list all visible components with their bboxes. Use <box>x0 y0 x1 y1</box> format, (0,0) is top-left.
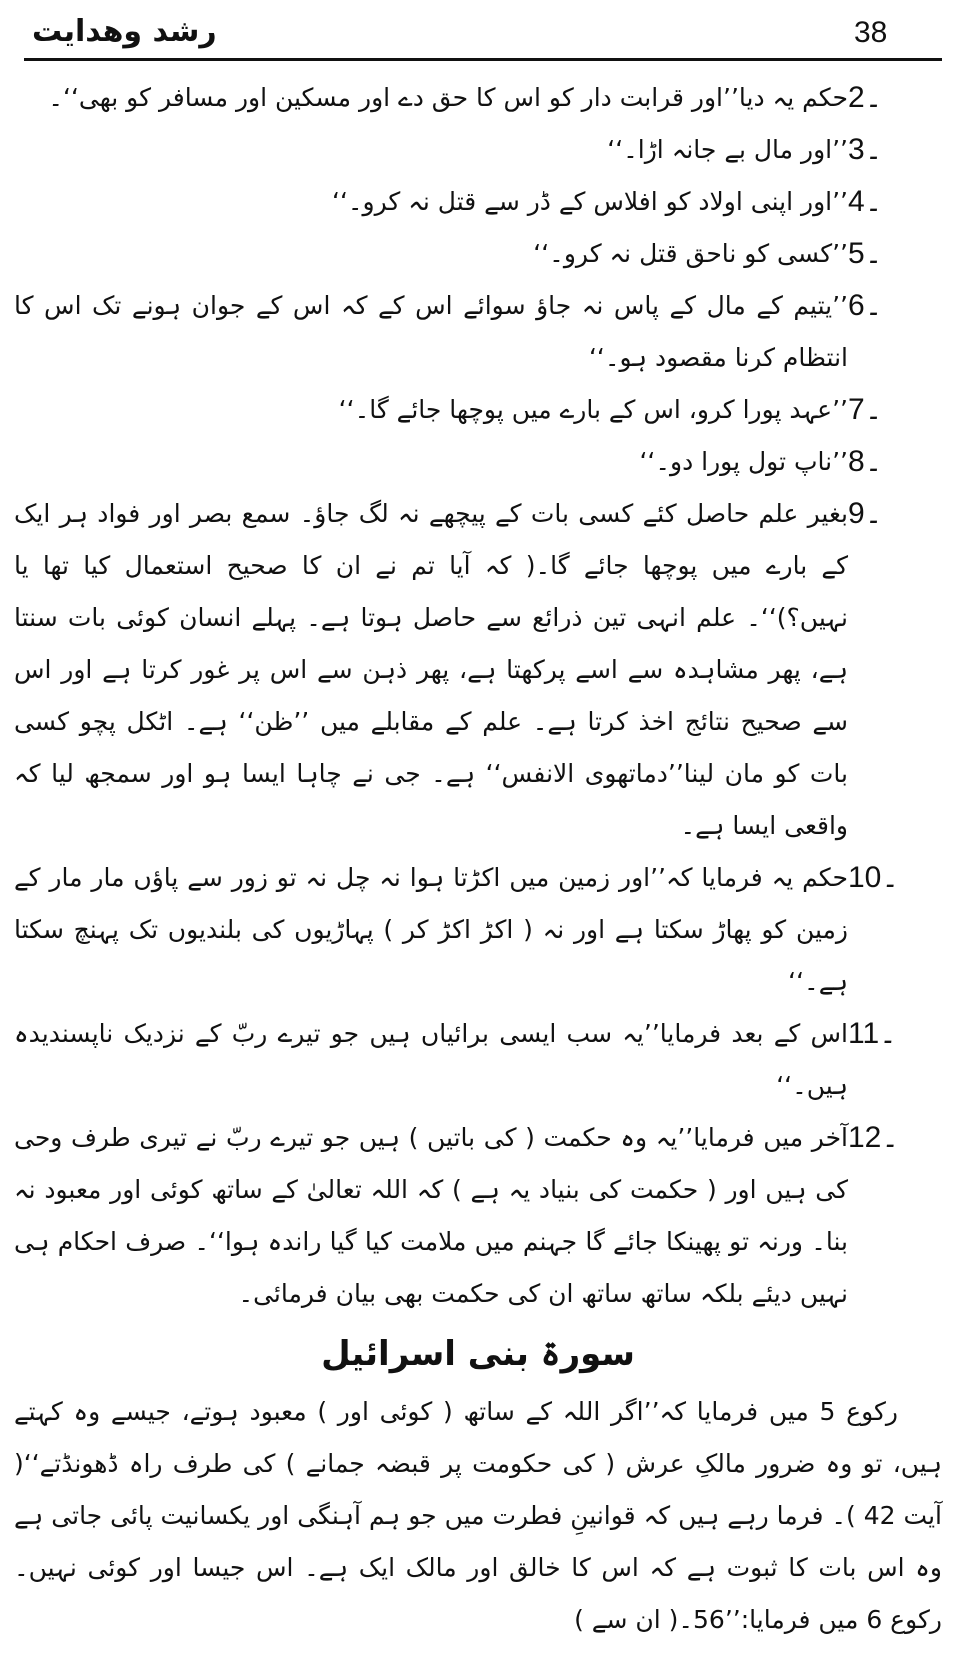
item-text: ’’عہد پورا کرو، اس کے بارے میں پوچھا جائے گا۔‘‘ <box>338 395 848 424</box>
item-number: 3۔ <box>848 133 883 166</box>
list-item <box>14 436 942 488</box>
item-text: بغیر علم حاصل کئے کسی بات کے پیچھے نہ لگ جاؤ۔ سمع بصر اور فواد ہر ایک کے بارے میں پوچھا جائے گا۔( کہ آیا تم نے ان کا صحیح استعمال کیا تھا یا نہیں؟)‘‘۔ علم انہی تین ذرائع سے حاصل ہوتا ہے۔ پہلے انسان کوئی بات سنتا ہے، پھر مشاہدہ سے اسے پرکھتا ہے، پھر ذہن سے اس پر غور کرتا ہے اور اس سے صحیح نتائج اخذ کرتا ہے۔ علم کے مقابلے میں ’’ظن‘‘ ہے۔ اٹکل پچو کسی بات کو مان لینا’’دماتھوی الانفس‘‘ ہے۔ جی نے چاہا ایسا ہو اور سمجھ لیا کہ واقعی ایسا ہے۔ <box>14 499 848 840</box>
list-item <box>14 488 942 852</box>
list-item <box>14 1008 942 1112</box>
item-number: 9۔ <box>848 497 883 530</box>
item-number: 11۔ <box>848 1017 897 1050</box>
item-text: ’’کسی کو ناحق قتل نہ کرو۔‘‘ <box>533 239 848 268</box>
item-number: 7۔ <box>848 393 883 426</box>
page-header <box>14 0 942 66</box>
running-title: رشد وھدایت <box>32 14 217 49</box>
item-text: ’’یتیم کے مال کے پاس نہ جاؤ سوائے اس کے کہ اس کے جوان ہونے تک اس کا انتظام کرنا مقصود ہو۔‘‘ <box>14 291 848 372</box>
item-text: ’’اور اپنی اولاد کو افلاس کے ڈر سے قتل نہ کرو۔‘‘ <box>332 187 848 216</box>
list-item <box>14 280 942 384</box>
item-number: 8۔ <box>848 445 883 478</box>
item-number: 6۔ <box>848 289 883 322</box>
section-heading: سورۃ بنی اسرائیل <box>321 1334 635 1374</box>
item-text: حکم یہ دیا’’اور قرابت دار کو اس کا حق دے اور مسکین اور مسافر کو بھی‘‘۔ <box>48 83 848 112</box>
item-number: 2۔ <box>848 81 883 114</box>
page-number: 38 <box>854 16 888 49</box>
item-number: 10۔ <box>848 861 899 894</box>
list-item <box>14 228 942 280</box>
list-item <box>14 124 942 176</box>
item-number: 4۔ <box>848 185 883 218</box>
list-item <box>14 72 942 124</box>
item-text: ’’ناپ تول پورا دو۔‘‘ <box>639 447 848 476</box>
list-item <box>14 176 942 228</box>
body-paragraph: رکوع 5 میں فرمایا کہ’’اگر اللہ کے ساتھ ( کوئی اور ) معبود ہوتے، جیسے وہ کہتے ہیں، تو وہ ضرور مالکِ عرش ( کی حکومت پر قبضہ جمانے ) کی طرف راہ ڈھونڈتے‘‘( آیت 42 )۔ فرما رہے ہیں کہ قوانینِ فطرت میں جو ہم آہنگی اور یکسانیت پائی جاتی ہے وہ اس بات کا ثبوت ہے کہ اس کا خالق اور مالک ایک ہے۔ اس جیسا اور کوئی نہیں۔ رکوع 6 میں فرمایا:’’56۔( ان سے ) <box>14 1397 943 1634</box>
list-item <box>14 852 942 1008</box>
item-number: 5۔ <box>848 237 883 270</box>
item-text: ’’اور مال بے جانہ اڑا۔‘‘ <box>607 135 848 164</box>
header-rule <box>24 58 942 61</box>
list-item <box>14 384 942 436</box>
item-text: آخر میں فرمایا’’یہ وہ حکمت ( کی باتیں ) ہیں جو تیرے ربّ نے تیری طرف وحی کی ہیں اور ( حکمت کی بنیاد یہ ہے ) کہ اللہ تعالیٰ کے ساتھ کوئی اور معبود نہ بنا۔ ورنہ تو پھینکا جائے گا جہنم میں ملامت کیا گیا راندہ ہوا‘‘۔ صرف احکام ہی نہیں دیئے بلکہ ساتھ ساتھ ان کی حکمت بھی بیان فرمائی۔ <box>14 1123 848 1308</box>
item-text: حکم یہ فرمایا کہ’’اور زمین میں اکڑتا ہوا نہ چل نہ تو زور سے پاؤں مار مار کے زمین کو پھاڑ سکتا ہے اور نہ ( اکڑ اکڑ کر ) پہاڑیوں کی بلندیوں تک پہنچ سکتا ہے۔‘‘ <box>14 863 848 996</box>
item-number: 12۔ <box>848 1121 899 1154</box>
numbered-list <box>14 72 942 1320</box>
item-text: اس کے بعد فرمایا’’یہ سب ایسی برائیاں ہیں جو تیرے ربّ کے نزدیک ناپسندیدہ ہیں۔‘‘ <box>14 1019 848 1100</box>
list-item <box>14 1112 942 1320</box>
